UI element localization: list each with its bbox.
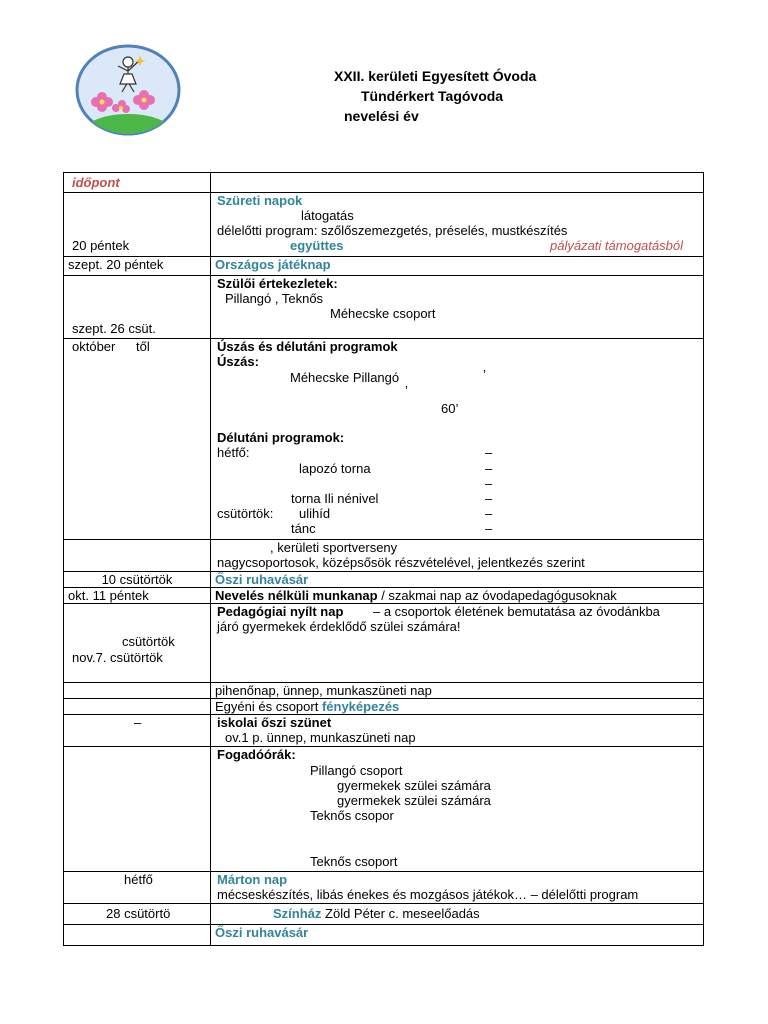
dash: – bbox=[485, 491, 493, 506]
table-row bbox=[64, 715, 704, 747]
school-year-label: nevelési év bbox=[344, 108, 419, 124]
row-date: 28 csütörtö bbox=[106, 906, 171, 921]
event-title: fényképezés bbox=[321, 699, 400, 714]
event-detail: ov.1 p. ünnep, munkaszüneti nap bbox=[225, 730, 416, 745]
event-detail: látogatás bbox=[301, 208, 354, 223]
event-detail: Méhecske csoport bbox=[330, 306, 436, 321]
schedule-table bbox=[63, 172, 704, 946]
row-date: hétfő bbox=[124, 872, 153, 887]
table-row bbox=[64, 747, 704, 872]
table-row bbox=[64, 257, 704, 276]
row-date: csütörtök bbox=[122, 634, 175, 649]
event-detail: – a csoportok életének bemutatása az óvodánkba bbox=[373, 604, 660, 619]
event-title: Nevelés nélküli munkanap bbox=[215, 588, 378, 603]
event-title: Pedagógiai nyílt nap bbox=[217, 604, 344, 619]
row-date: okt. 11 péntek bbox=[68, 588, 149, 603]
event-detail: Teknős csoport bbox=[310, 854, 398, 869]
table-row bbox=[64, 904, 704, 925]
event-detail: Zöld Péter c. meseelőadás bbox=[321, 906, 480, 921]
event-subtitle: Úszás: bbox=[217, 354, 259, 369]
event-title: Őszi ruhavásár bbox=[215, 572, 309, 587]
row-date: 20 péntek bbox=[72, 238, 130, 253]
table-row bbox=[64, 276, 704, 339]
event-title: Országos játéknap bbox=[215, 257, 331, 272]
kindergarten-name: XXII. kerületi Egyesített Óvoda bbox=[334, 68, 537, 84]
table-header-row bbox=[64, 173, 704, 193]
event-title: iskolai őszi szünet bbox=[217, 715, 332, 730]
dash: – bbox=[485, 506, 493, 521]
event-detail: nagycsoportosok, középsősök részvételével, jelentkezés szerint bbox=[217, 555, 585, 570]
event-title: Színház bbox=[273, 906, 322, 921]
event-note: pályázati támogatásból bbox=[550, 238, 683, 253]
event-title: Szülői értekezletek: bbox=[217, 276, 338, 291]
row-date: nov.7. csütörtök bbox=[72, 650, 163, 665]
dash: – bbox=[485, 445, 493, 460]
event-detail: hétfő: bbox=[217, 445, 250, 460]
event-detail: járó gyermekek érdeklődő szülei számára! bbox=[217, 619, 461, 634]
event-title: Úszás és délutáni programok bbox=[217, 339, 398, 354]
date-header-cell bbox=[64, 173, 211, 193]
table-row bbox=[64, 193, 704, 257]
event-title: Őszi ruhavásár bbox=[215, 925, 309, 940]
fairy-with-flowers-logo bbox=[74, 44, 182, 136]
date-column-header: időpont bbox=[72, 175, 120, 190]
event-subtitle: Délutáni programok: bbox=[217, 430, 345, 445]
event-detail: mécseskészítés, libás énekes és mozgásos játékok… – délelőtti program bbox=[217, 887, 639, 902]
event-detail: pihenőnap, ünnep, munkaszüneti nap bbox=[215, 683, 432, 698]
table-row bbox=[64, 572, 704, 588]
event-detail: ’ bbox=[405, 383, 408, 398]
row-date: október bbox=[72, 339, 116, 354]
event-detail: tánc bbox=[291, 521, 316, 536]
event-title: Szüreti napok bbox=[217, 193, 303, 208]
table-row bbox=[64, 540, 704, 572]
event-detail: / szakmai nap az óvodapedagógusoknak bbox=[377, 588, 617, 603]
event-detail: együttes bbox=[290, 238, 344, 253]
event-header-cell bbox=[211, 173, 704, 193]
event-detail: délelőtti program: szőlőszemezgetés, préselés, mustkészítés bbox=[217, 223, 568, 238]
table-row bbox=[64, 925, 704, 946]
row-date: 10 csütörtök bbox=[101, 572, 173, 587]
event-detail: Pillangó , Teknős bbox=[225, 291, 324, 306]
event-detail: csütörtök: bbox=[217, 506, 274, 521]
event-title: Fogadóórák: bbox=[217, 747, 296, 762]
event-detail: Pillangó csoport bbox=[310, 763, 403, 778]
event-detail: gyermekek szülei számára bbox=[337, 778, 491, 793]
event-title: Márton nap bbox=[217, 872, 288, 887]
event-detail: Egyéni és csoport bbox=[215, 699, 322, 714]
event-detail: ’ bbox=[483, 367, 486, 382]
table-row bbox=[64, 588, 704, 604]
dash: – bbox=[485, 521, 493, 536]
table-row bbox=[64, 872, 704, 904]
event-detail: Méhecske Pillangó bbox=[290, 370, 400, 385]
row-date: szept. 26 csüt. bbox=[72, 321, 156, 336]
event-detail: 60’ bbox=[441, 401, 459, 416]
row-date: től bbox=[136, 339, 150, 354]
event-detail: ulihíd bbox=[299, 506, 331, 521]
event-detail: Teknős csopor bbox=[310, 808, 394, 823]
table-row bbox=[64, 699, 704, 715]
event-detail: torna Ili nénivel bbox=[291, 491, 379, 506]
row-date: – bbox=[134, 715, 142, 730]
table-row bbox=[64, 683, 704, 699]
dash: – bbox=[485, 461, 493, 476]
event-detail: , kerületi sportverseny bbox=[270, 540, 398, 555]
event-detail: gyermekek szülei számára bbox=[337, 793, 491, 808]
table-row bbox=[64, 604, 704, 683]
branch-name: Tündérkert Tagóvoda bbox=[361, 88, 504, 104]
dash: – bbox=[485, 476, 493, 491]
event-detail: lapozó torna bbox=[299, 461, 371, 476]
table-row bbox=[64, 339, 704, 540]
row-date: szept. 20 péntek bbox=[68, 257, 164, 272]
